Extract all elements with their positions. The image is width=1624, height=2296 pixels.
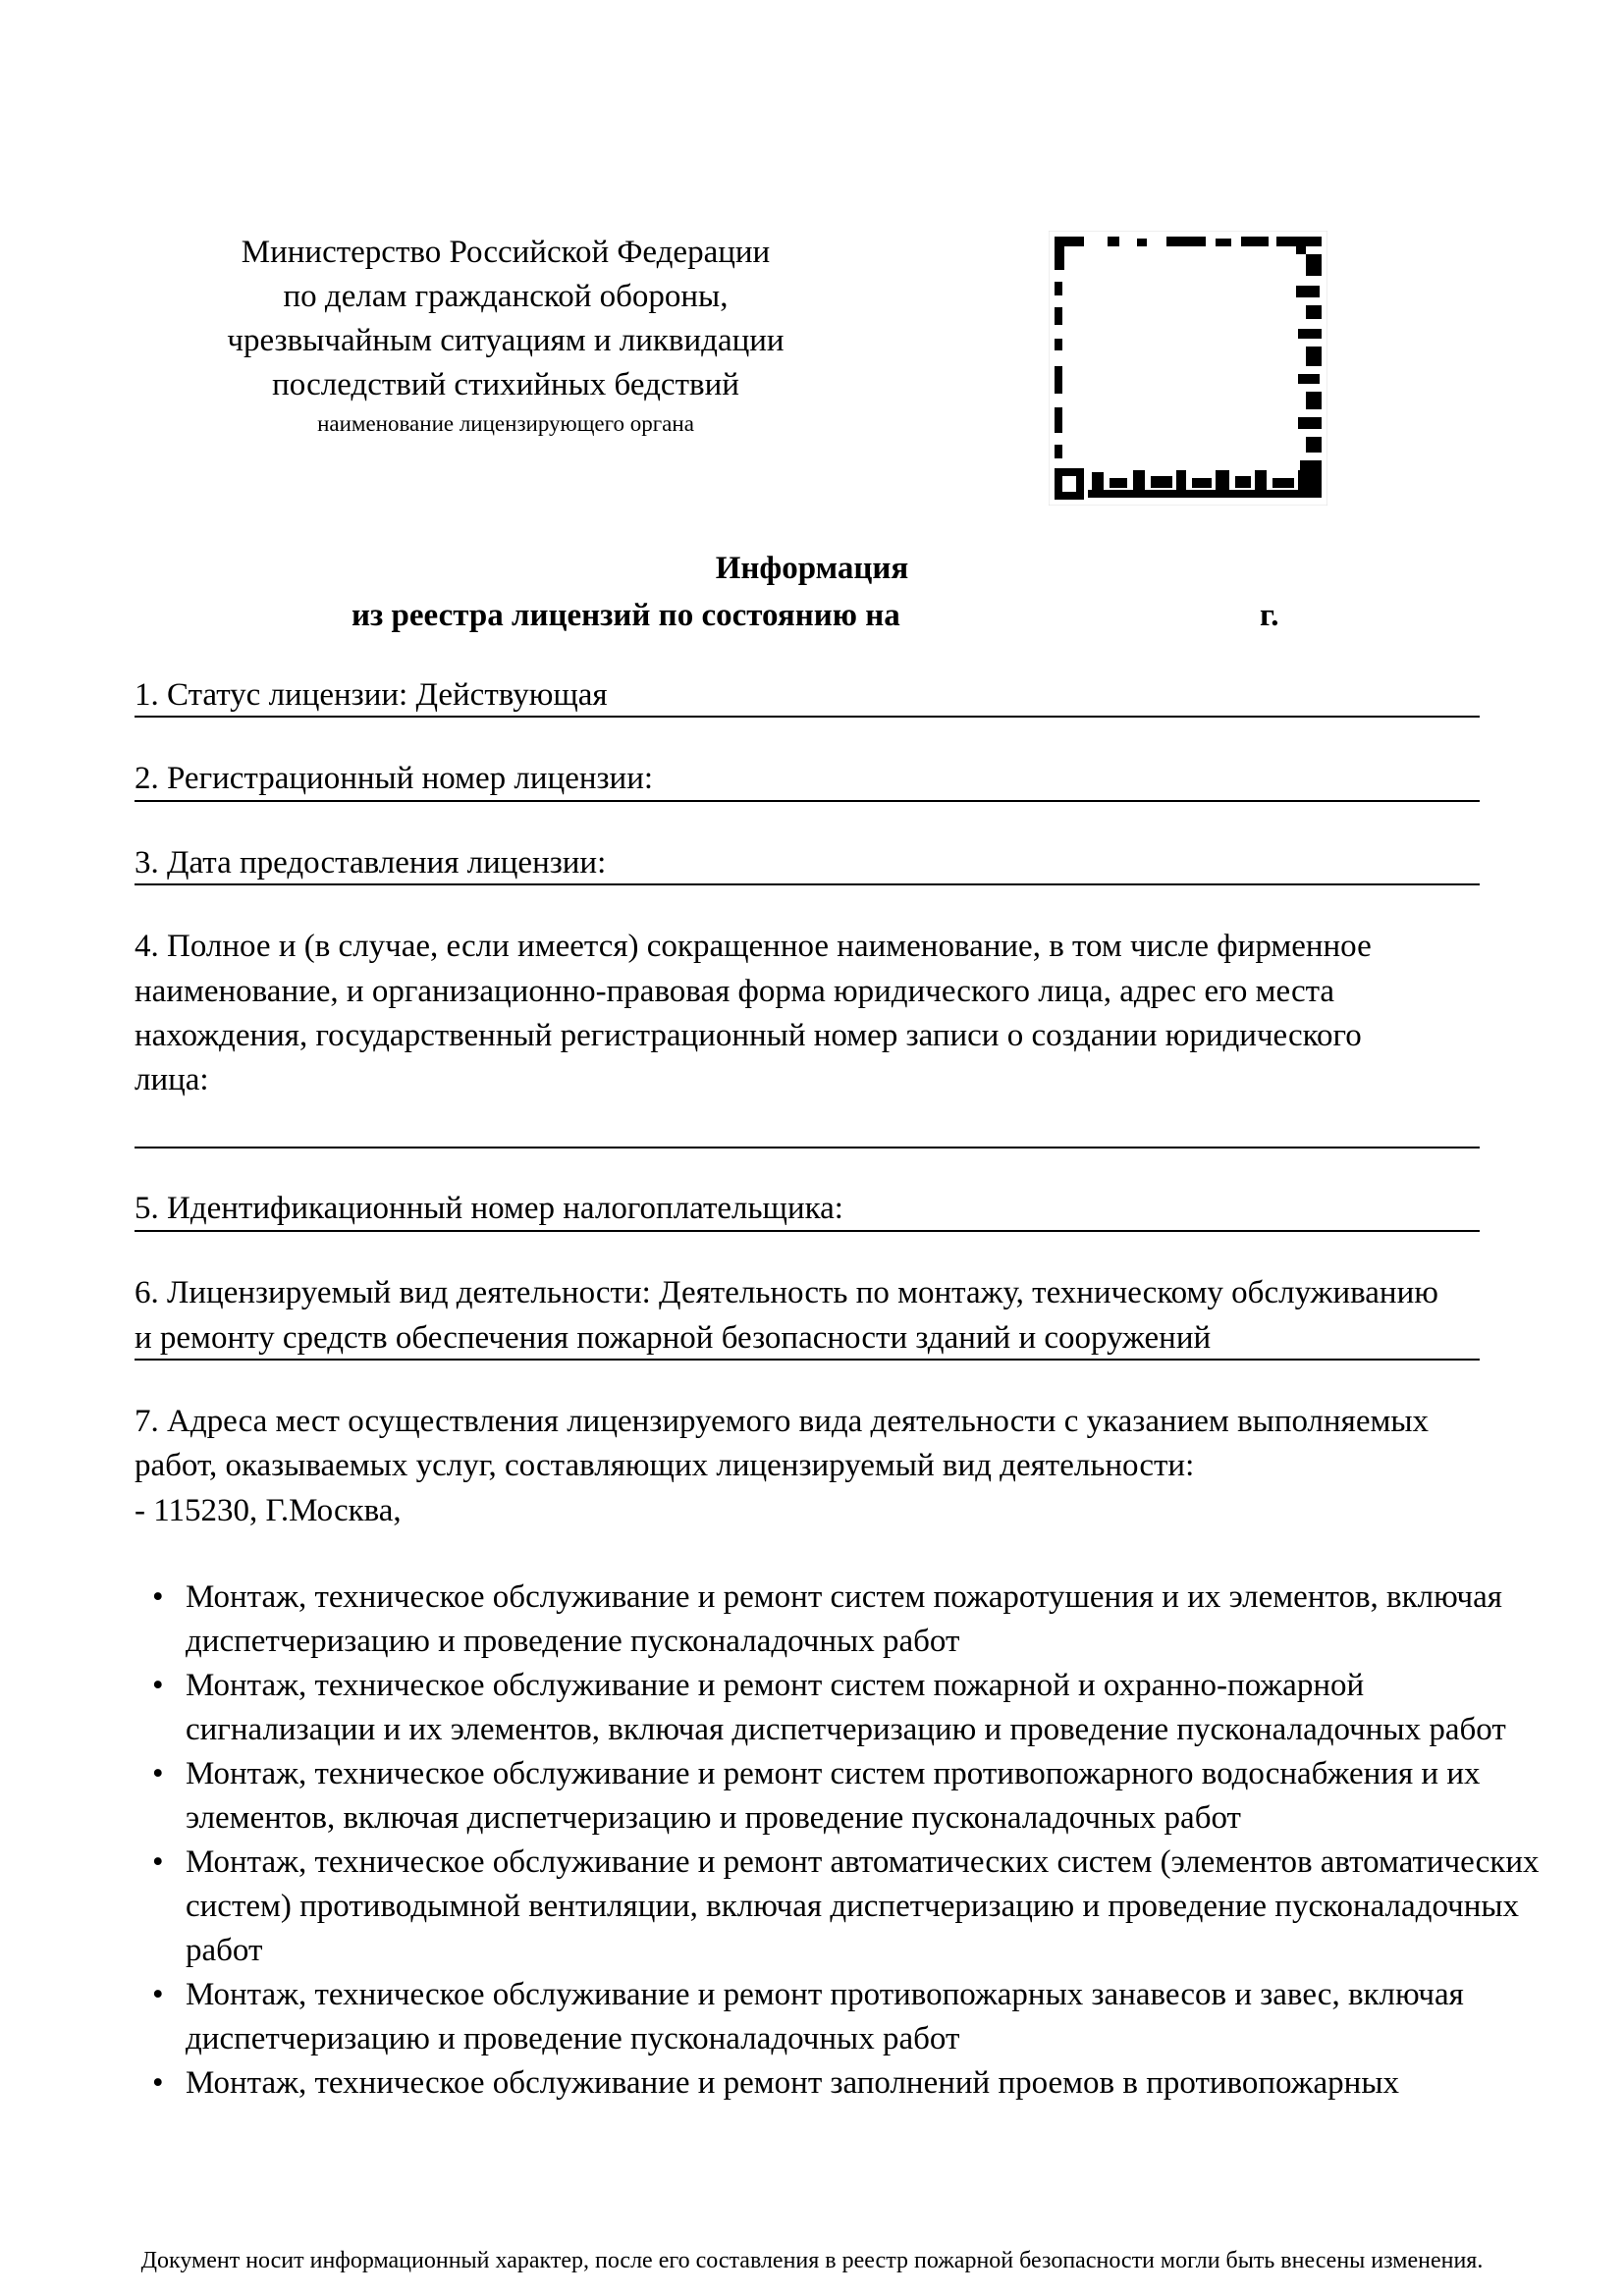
bullet-icon: •	[152, 1668, 164, 1703]
field-entity-line: 4. Полное и (в случае, если имеется) сокращенное наименование, в том числе фирменное	[135, 929, 1372, 964]
authority-line: последствий стихийных бедствий	[272, 367, 739, 402]
field-underline	[135, 716, 1480, 718]
work-text: Монтаж, техническое обслуживание и ремонт противопожарных занавесов и завес, включая диспетчеризацию и проведение пусконаладочных работ	[186, 1977, 1464, 2056]
bullet-icon: •	[152, 1756, 164, 1791]
list-item	[135, 1575, 1558, 1664]
field-underline	[135, 883, 1480, 885]
authority-line: Министерство Российской Федерации	[241, 235, 771, 270]
bullet-icon: •	[152, 1977, 164, 2012]
qr-code-icon	[1049, 231, 1327, 506]
list-item	[135, 1841, 1558, 1973]
field-address: - 115230, Г.Москва,	[135, 1493, 402, 1528]
title-heading: Информация	[715, 551, 909, 586]
list-item	[135, 1973, 1558, 2061]
field-activity-line: 6. Лицензируемый вид деятельности: Деятельность по монтажу, техническому обслуживанию	[135, 1275, 1438, 1310]
title-subheading: из реестра лицензий по состоянию на	[352, 598, 900, 633]
field-entity-line: наименование, и организационно-правовая форма юридического лица, адрес его места	[135, 974, 1335, 1009]
authority-line: чрезвычайным ситуациям и ликвидации	[227, 323, 785, 358]
licensing-authority-block	[147, 231, 864, 439]
work-text: Монтаж, техническое обслуживание и ремонт автоматических систем (элементов автоматических систем) противодымной вентиляции, включая диспетчеризацию и проведение пусконаладочных работ	[186, 1844, 1540, 1968]
work-text: Монтаж, техническое обслуживание и ремонт систем противопожарного водоснабжения и их элементов, включая диспетчеризацию и проведение пусконаладочных работ	[186, 1756, 1481, 1836]
title-year-suffix: г.	[1260, 598, 1279, 633]
bullet-icon: •	[152, 2065, 164, 2101]
field-activity-line: и ремонту средств обеспечения пожарной безопасности зданий и сооружений	[135, 1320, 1212, 1356]
field-underline	[135, 1230, 1480, 1232]
title-subheading-row	[352, 592, 1279, 639]
work-text: Монтаж, техническое обслуживание и ремонт систем пожарной и охранно-пожарной сигнализации и их элементов, включая диспетчеризацию и проведение пусконаладочных работ	[186, 1668, 1506, 1747]
field-underline	[135, 1359, 1480, 1361]
authority-line: по делам гражданской обороны,	[283, 279, 729, 314]
authority-caption: наименование лицензирующего органа	[317, 411, 694, 436]
field-reg-number: 2. Регистрационный номер лицензии:	[135, 761, 654, 796]
list-item	[135, 1752, 1558, 1841]
field-underline	[135, 1147, 1480, 1148]
field-status: 1. Статус лицензии: Действующая	[135, 677, 608, 713]
field-inn: 5. Идентификационный номер налогоплательщика:	[135, 1191, 843, 1226]
document-title	[0, 545, 1624, 633]
work-text: Монтаж, техническое обслуживание и ремонт заполнений проемов в противопожарных	[186, 2065, 1400, 2101]
field-underline	[135, 800, 1480, 802]
bullet-icon: •	[152, 1844, 164, 1880]
works-list	[135, 1575, 1558, 2106]
list-item	[135, 1664, 1558, 1752]
field-entity-line: лица:	[135, 1062, 209, 1097]
field-addresses-line: 7. Адреса мест осуществления лицензируемого вида деятельности с указанием выполняемых	[135, 1404, 1430, 1439]
bullet-icon: •	[152, 1579, 164, 1615]
field-entity-line: нахождения, государственный регистрационный номер записи о создании юридического	[135, 1018, 1362, 1053]
list-item	[135, 2061, 1558, 2106]
field-grant-date: 3. Дата предоставления лицензии:	[135, 845, 607, 881]
disclaimer-footer: Документ носит информационный характер, после его составления в реестр пожарной безопасности могли быть внесены изменения.	[140, 2248, 1484, 2273]
field-addresses-line: работ, оказываемых услуг, составляющих лицензируемый вид деятельности:	[135, 1448, 1195, 1483]
work-text: Монтаж, техническое обслуживание и ремонт систем пожаротушения и их элементов, включая диспетчеризацию и проведение пусконаладочных работ	[186, 1579, 1502, 1659]
